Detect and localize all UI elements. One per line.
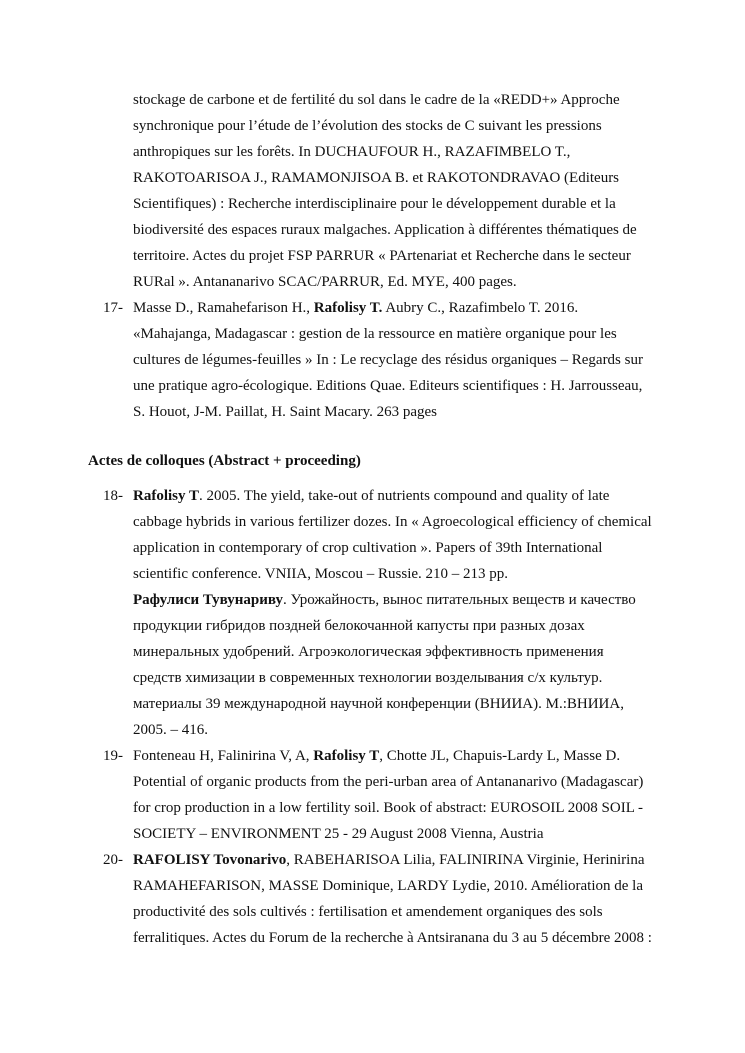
reference-text: S. Houot, J-M. Paillat, H. Saint Macary. 263 pages [133, 404, 437, 420]
reference-text: материалы 39 международной научной конференции (ВНИИА). М.:ВНИИА, [133, 696, 624, 712]
reference-text: Fonteneau H, Falinirina V, A, [133, 748, 314, 764]
reference-text: productivité des sols cultivés : fertilisation et amendement organiques des sols [133, 904, 603, 920]
reference-text-line [133, 903, 603, 921]
reference-text-line [133, 851, 644, 869]
reference-text: . Урожайность, вынос питательных веществ и качество [282, 592, 636, 608]
reference-text: synchronique pour l’étude de l’évolution des stocks de C suivant les pressions [133, 118, 602, 134]
reference-text: application in contemporary of crop cultivation ». Papers of 39th International [133, 540, 603, 556]
reference-text-line [133, 565, 508, 583]
author-highlight: RAFOLISY Tovonarivo [133, 852, 287, 868]
author-highlight: Рафулиси Тувунариву [133, 592, 283, 608]
reference-text-line [133, 825, 543, 843]
reference-number: 20- [103, 852, 123, 868]
reference-text: RURal ». Antananarivo SCAC/PARRUR, Ed. MYE, 400 pages. [133, 274, 517, 290]
reference-text-line [133, 591, 636, 609]
reference-text: scientific conference. VNIIA, Moscou – Russie. 210 – 213 pp. [133, 566, 509, 582]
reference-text: anthropiques sur les forêts. In DUCHAUFOUR H., RAZAFIMBELO T., [133, 144, 571, 160]
reference-text-line [133, 91, 620, 109]
reference-text-line [133, 221, 637, 239]
reference-text-line [133, 877, 643, 895]
reference-text: ferralitiques. Actes du Forum de la recherche à Antsiranana du 3 au 5 décembre 2008 : [133, 930, 652, 946]
reference-text: RAMAHEFARISON, MASSE Dominique, LARDY Lydie, 2010. Amélioration de la [133, 878, 643, 894]
reference-text-line [133, 143, 570, 161]
reference-text: Scientifiques) : Recherche interdisciplinaire pour le développement durable et la [133, 196, 616, 212]
reference-text: RAKOTOARISOA J., RAMAMONJISOA B. et RAKOTONDRAVAO (Editeurs [133, 170, 620, 186]
reference-number: 19- [103, 748, 123, 764]
reference-number: 18- [103, 488, 123, 504]
reference-text: . 2005. The yield, take-out of nutrients compound and quality of late [198, 488, 610, 504]
reference-text-line [133, 351, 643, 369]
reference-text: une pratique agro-écologique. Editions Quae. Editeurs scientifiques : H. Jarrousseau, [133, 378, 643, 394]
reference-text: , RABEHARISOA Lilia, FALINIRINA Virginie, Herinirina [286, 852, 645, 868]
reference-text-line [133, 403, 437, 421]
reference-text: продукции гибридов поздней белокочанной капусты при разных дозах [133, 618, 585, 634]
reference-text-line [133, 539, 602, 557]
reference-text: минеральных удобрений. Агроэкологическая эффективность применения [133, 644, 604, 660]
reference-text-line [133, 299, 578, 317]
reference-text-line [133, 487, 609, 505]
reference-text-line [133, 117, 602, 135]
reference-number: 17- [103, 300, 123, 316]
reference-text: «Mahajanga, Madagascar : gestion de la ressource en matière organique pour les [133, 326, 617, 342]
reference-text: biodiversité des espaces ruraux malgaches. Application à différentes thématiques de [133, 222, 637, 238]
author-highlight: Rafolisy T [313, 748, 380, 764]
reference-text: stockage de carbone et de fertilité du sol dans le cadre de la «REDD+» Approche [133, 92, 620, 108]
reference-text: territoire. Actes du projet FSP PARRUR « PArtenariat et Recherche dans le secteur [133, 248, 631, 264]
reference-text: Masse D., Ramahefarison H., [133, 300, 314, 316]
reference-text-line [133, 247, 631, 265]
reference-text: cultures de légumes-feuilles » In : Le recyclage des résidus organiques – Regards sur [133, 352, 643, 368]
reference-text-line [133, 643, 604, 661]
reference-text-line [133, 325, 617, 343]
reference-text-line [133, 929, 652, 947]
reference-text: for crop production in a low fertility soil. Book of abstract: EUROSOIL 2008 SOIL - [133, 800, 644, 816]
reference-text: SOCIETY – ENVIRONMENT 25 - 29 August 2008 Vienna, Austria [133, 826, 544, 842]
reference-text-line [133, 747, 620, 765]
reference-text-line [133, 799, 643, 817]
reference-text-line [133, 513, 652, 531]
reference-text-line [133, 169, 619, 187]
reference-text: 2005. – 416. [133, 722, 208, 738]
reference-text: Potential of organic products from the peri-urban area of Antananarivo (Madagascar) [133, 774, 644, 790]
author-highlight: Rafolisy T. [313, 300, 383, 316]
reference-text-line [133, 695, 624, 713]
reference-text-line [133, 669, 602, 687]
reference-text: , Chotte JL, Chapuis-Lardy L, Masse D. [379, 748, 621, 764]
section-heading: Actes de colloques (Abstract + proceeding) [88, 453, 361, 469]
reference-text: Aubry C., Razafimbelo T. 2016. [382, 300, 579, 316]
reference-text: средств химизации в современных технологии возделывания с/х культур. [133, 670, 603, 686]
reference-text-line [133, 273, 517, 291]
reference-text-line [133, 195, 616, 213]
reference-text-line [133, 617, 585, 635]
reference-text-line [133, 721, 208, 739]
reference-text-line [133, 773, 643, 791]
author-highlight: Rafolisy T [133, 488, 199, 504]
reference-text: cabbage hybrids in various fertilizer dozes. In « Agroecological efficiency of chemical [133, 514, 652, 530]
reference-text-line [133, 377, 642, 395]
